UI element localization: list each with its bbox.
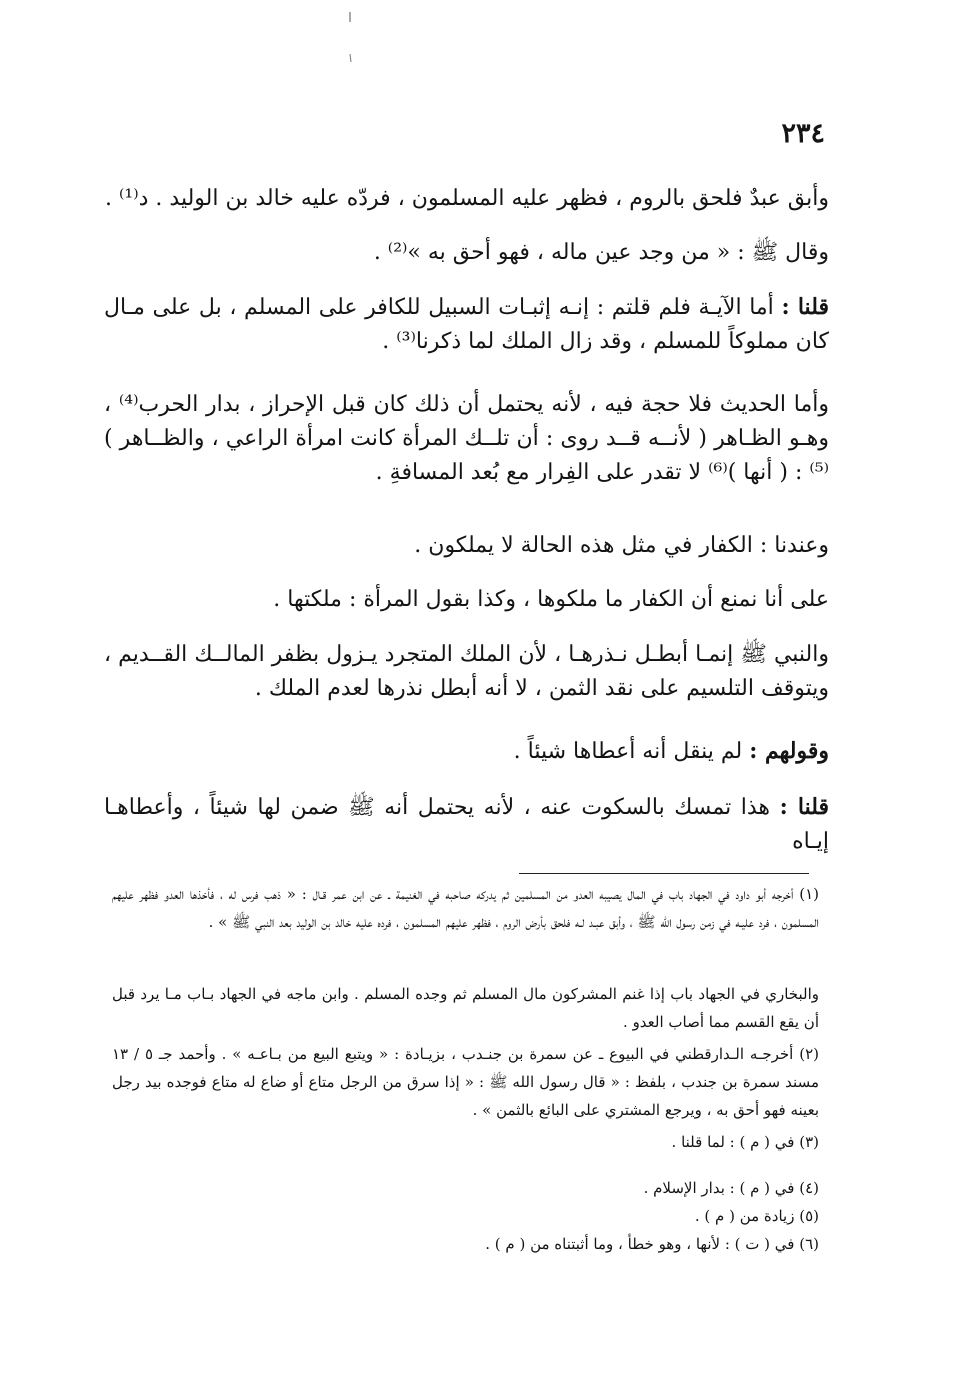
- footnote-1b: [112, 980, 819, 1036]
- main-text: [104, 529, 829, 563]
- paragraph-9-lead: قلنا :: [779, 794, 830, 820]
- paragraph-2: وقال ﷺ : « من وجد عين ماله ، فهو أحق به »⁽²⁾ .: [373, 240, 829, 265]
- footnote-6-text: (٦) في ( ت ) : لأنها ، وهو خطأ ، وما أثبتناه من ( م ) .: [485, 1235, 819, 1253]
- paragraph-9-text: هذا تمسك بالسكوت عنه ، لأنه يحتمل أنه ﷺ ضمن لها شيئاً ، وأعطاهـا إيـاه: [104, 795, 829, 854]
- main-text: [104, 790, 829, 859]
- paragraph-8-lead: وقولهم :: [749, 738, 829, 764]
- ink-speck-mark: [340, 8, 360, 68]
- footnote-1-text: (١) أخرجه أبو داود في الجهاد باب في المال يصيبه العدو من المسلمين ثم يدركه صاحبه في الغنيمة ـ عن ابن عمر قـال : « ذهب فرس له ، فأخذها العدو فظهر عليهم المسلمون ، فرد عليـه في زمن رسول الله ﷺ ، وأبق عبـد لـه فلحق بأرض الروم ، فظهر عليهم المسلمون ، فرده عليه خالد بن الوليد بعد النبي ﷺ » .: [112, 885, 819, 931]
- paragraph-6: على أنا نمنع أن الكفار ما ملكوها ، وكذا بقول المرأة : ملكتها .: [273, 587, 829, 612]
- main-text: [104, 734, 829, 769]
- footnote-5-text: (٥) زيادة من ( م ) .: [694, 1207, 819, 1225]
- footnote-4-text: (٤) في ( م ) : بدار الإسلام .: [643, 1179, 819, 1197]
- paragraph-3-lead: قلنا :: [781, 294, 829, 320]
- main-text: [104, 638, 829, 706]
- paragraph-8-text: لم ينقل أنه أعطاها شيئاً .: [513, 739, 743, 764]
- paragraph-7: والنبي ﷺ إنمـا أبطـل نـذرهـا ، لأن الملك المتجرد يـزول بظفر المالــك القــديم ، ويتوقف التلسيم على نقد الثمن ، لا أنه أبطل نذرها لعدم الملك .: [104, 642, 829, 701]
- paragraph-3: [104, 290, 829, 359]
- main-text: [104, 182, 829, 216]
- footnote-3: [112, 1128, 819, 1156]
- paragraph-9: [104, 790, 829, 859]
- paragraph-8: [104, 734, 829, 769]
- footnote-2: [112, 1040, 819, 1124]
- footnote-1-continued: والبخاري في الجهاد باب إذا غنم المشركون مال المسلم ثم وجده المسلم . وابن ماجه في الجهاد بـاب مـا يرد قبل أن يقع القسم مما أصاب العدو .: [112, 985, 819, 1031]
- paragraph-4: وأما الحديث فلا حجة فيه ، لأنه يحتمل أن ذلك كان قبل الإحراز ، بدار الحرب⁽⁴⁾ ، وهـو الظـاهر ( لأنــه قــد روى : أن تلــك المرأة كانت امرأة الراعي ، والظــاهر )⁽⁵⁾ : ( أنها )⁽⁶⁾ لا تقدر على الفِرار مع بُعد المسافةِ .: [104, 392, 829, 485]
- main-text: [104, 290, 829, 359]
- footnote-3-text: (٣) في ( م ) : لما قلنا .: [671, 1133, 819, 1151]
- footnote-separator: [519, 873, 809, 874]
- footnotes-4-6: [112, 1174, 819, 1258]
- main-text: [104, 388, 829, 490]
- main-text: [104, 236, 829, 270]
- main-text: [104, 583, 829, 617]
- paragraph-1: وأبق عبدٌ فلحق بالروم ، فظهر عليه المسلمون ، فردّه عليه خالد بن الوليد . د⁽¹⁾ .: [105, 186, 829, 211]
- paragraph-5: وعندنا : الكفار في مثل هذه الحالة لا يملكون .: [414, 533, 829, 558]
- footnote-1a: [112, 880, 819, 936]
- page-number: ٢٣٤: [781, 118, 825, 149]
- footnote-2-text: (٢) أخرجـه الـدارقطني في البيوع ـ عن سمرة بن جنـدب ، بزيـادة : « ويتبع البيع من بـاعـه » . وأحمد جـ ٥ / ١٣ مسند سمرة بن جندب ، بلفظ : « قال رسول الله ﷺ : « إذا سرق من الرجل متاع أو ضاع له متاع فوجده بيد رجل بعينه فهو أحق به ، ويرجع المشتري على البائع بالثمن » .: [112, 1045, 819, 1119]
- paragraph-3-text: أما الآيـة فلم قلتم : إنـه إثبـات السبيل للكافر على المسلم ، بل على مـال كان مملوكاً للمسلم ، وقد زال الملك لما ذكرنا⁽³⁾ .: [104, 295, 829, 354]
